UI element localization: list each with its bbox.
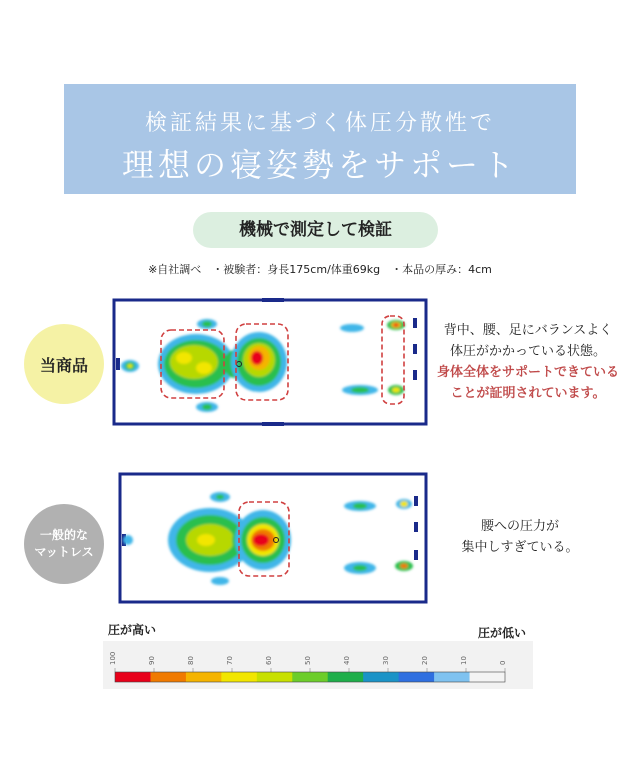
scale-bars	[115, 672, 506, 682]
scale-tick-label: 0	[499, 660, 507, 665]
scale-bar-segment	[257, 672, 293, 682]
scale-high-label: 圧が高い	[108, 623, 157, 637]
product-desc-line-2: 体圧がかかっている状態。	[449, 344, 606, 359]
scale-tick-label: 90	[148, 656, 156, 665]
product-highlight-line-1: 身体全体をサポートできている	[436, 365, 619, 380]
scale-bar-segment	[292, 672, 328, 682]
product-pressure-map	[112, 296, 428, 428]
general-description	[430, 516, 610, 558]
headline-line-1: 検証結果に基づく体圧分散性で	[144, 111, 495, 136]
scale-tick-label: 30	[382, 656, 390, 665]
scale-tick-label: 60	[265, 656, 273, 665]
pressure-color-scale	[103, 641, 533, 689]
general-pressure-map	[118, 470, 430, 606]
section-pill-label: 機械で測定して検証	[193, 212, 438, 248]
scale-tick-label: 70	[226, 656, 234, 665]
scale-bar-segment	[328, 672, 364, 682]
scale-bar-segment	[115, 672, 151, 682]
scale-tick-label: 10	[460, 656, 468, 665]
scale-tick-label: 80	[187, 656, 195, 665]
scale-tick-label: 40	[343, 656, 351, 665]
scale-bar-segment	[363, 672, 399, 682]
general-desc-line-2: 集中しすぎている。	[461, 540, 579, 555]
test-conditions-note: ※自社調べ ・被験者：身長175cm/体重69kg ・本品の厚み：4cm	[148, 263, 492, 276]
general-mattress-badge: 一般的な マットレス	[24, 504, 104, 584]
scale-bar-segment	[221, 672, 257, 682]
scale-bar-segment	[399, 672, 435, 682]
scale-tick-label: 100	[109, 651, 117, 665]
scale-bar-segment	[434, 672, 470, 682]
scale-tick-label: 20	[421, 656, 429, 665]
scale-tick-label: 50	[304, 656, 312, 665]
scale-bar-segment	[470, 672, 506, 682]
product-badge: 当商品	[24, 324, 104, 404]
general-desc-line-1: 腰への圧力が	[480, 519, 559, 534]
headline-line-2: 理想の寝姿勢をサポート	[121, 146, 518, 184]
headline-banner	[64, 84, 576, 194]
scale-bar-segment	[150, 672, 186, 682]
scale-bar-segment	[186, 672, 222, 682]
product-desc-line-1: 背中、腰、足にバランスよく	[443, 323, 613, 338]
scale-low-label: 圧が低い	[478, 626, 527, 640]
product-highlight-line-2: ことが証明されています。	[450, 386, 606, 401]
product-description	[428, 320, 628, 404]
